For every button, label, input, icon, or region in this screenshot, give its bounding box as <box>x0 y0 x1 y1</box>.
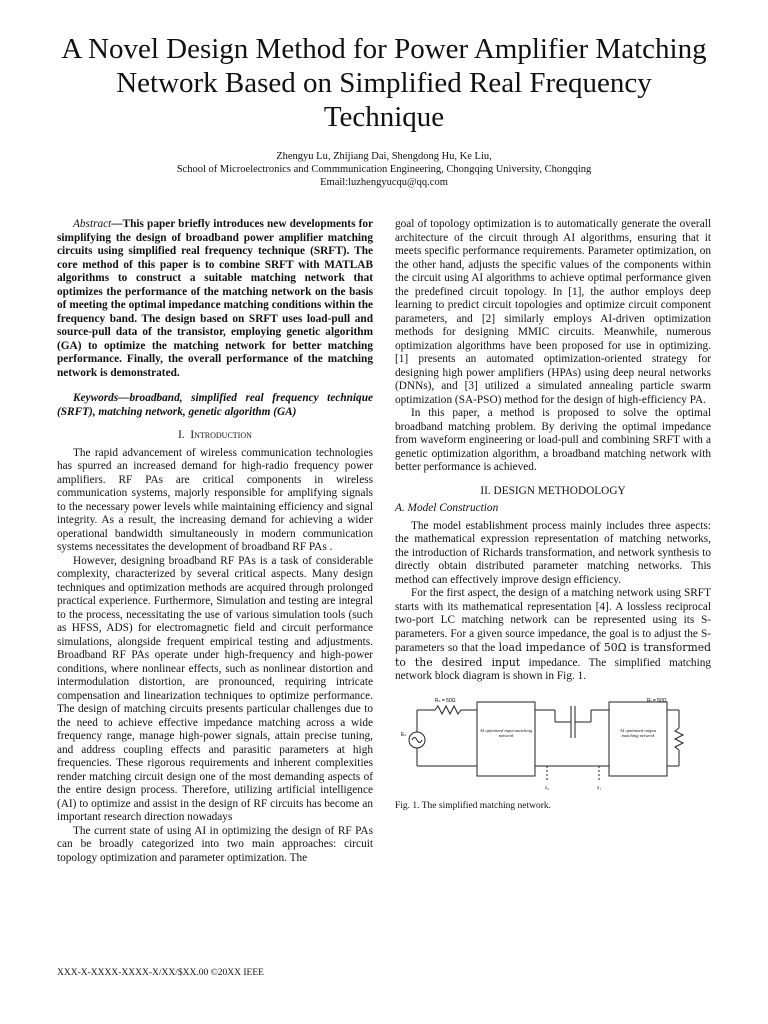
paper-title: A Novel Design Method for Power Amplifier Matching Network Based on Simplified Real Frequency Technique <box>61 33 707 133</box>
keywords-label: Keywords <box>73 392 119 404</box>
right-column <box>395 218 711 813</box>
rs-label: Rₛ = 50Ω <box>435 697 456 704</box>
intro-paragraph: However, designing broadband RF PAs is a task of considerable complexity, characterized by several critical aspects. Many design techniques and optimization methods are acquired through prolonged practical experience. Furthermore, Simulation and testing are integral to the process, necessitating the use of various simulation tools (such as HFSS, ADS) for electromagnetic field and circuit performance simulations, alongside frequent empirical testing and adjustments. Broadband RF PAs operate under high-frequency and high-power conditions, where nonlinear effects, such as nonlinear distortion and intermodulation distortion, are pronounced, requiring intricate compensation and linearization techniques to optimize performance. The design of matching circuits presents particular challenges due to the need to achieve effective impedance matching across a wide frequency range, manage high-power signals, attain precise tuning, and address coupling effects and parasitic parameters at high frequencies. These rigorous requirements and inherent complexities render matching circuit design one of the most demanding aspects of the entire design process. Therefore, utilizing artificial intelligence (AI) to optimize and assist in the design of RF circuits has become an important research direction nowadays <box>57 554 373 823</box>
abstract-label: Abstract <box>73 218 112 230</box>
abstract-text: —This paper briefly introduces new developments for simplifying the design of broadband power amplifier matching circuits using simplified real frequency technique (SRFT). The core method of this paper is to combine SRFT with MATLAB algorithms to construct a suitable matching network that optimizes the performance of the matching network on the basis of meeting the optimal impedance matching conditions within the frequency band. The design based on SRFT uses load-pull and source-pull data of the transistor, employing genetic algorithm (GA) to optimize the matching network for better matching performance. Finally, the overall performance of the matching network is demonstrated. <box>57 218 373 379</box>
z1-label: z₁ <box>597 785 601 791</box>
section-heading-introduction: I. Introduction <box>178 429 252 441</box>
figure-caption: Fig. 1. The simplified matching network. <box>395 800 552 811</box>
author-affiliation: School of Microelectronics and Commmunication Engineering, Chongqing University, Chongqing <box>176 164 592 175</box>
subsection-heading-model-construction: A. Model Construction <box>395 502 499 514</box>
matching-network-diagram <box>395 692 695 792</box>
keywords-text: —broadband, simplified real frequency technique (SRFT), matching network, genetic algorithm (GA) <box>57 392 373 418</box>
es-label: Eₛ <box>401 731 407 738</box>
keywords <box>57 392 373 419</box>
author-block <box>60 150 708 189</box>
body-paragraph: goal of topology optimization is to automatically generate the overall architecture of the circuit through AI algorithms, ensuring that it meets specific performance requirements. Parameter optimization, on the other hand, adjusts the specific values of the components within the circuit using AI algorithms to achieve optimal performance given the predefined circuit topology. In [1], the author employs deep learning to predict circuit topologies and optimize circuit component parameters, and [2] similarly employs AI-driven optimization methods for designing MMIC circuits. Meanwhile, numerous optimization algorithms have been proposed for use in optimizing. [1] presents an automated optimization-oriented strategy for designing high power amplifiers (HPAs) using deep neural networks (DNNs), and [3] utilized a simulated annealing particle swarm optimization (SA-PSO) method for the design of high-efficiency PA. <box>395 218 711 406</box>
load-resistor <box>675 728 683 750</box>
rl-label: Rₗ = 50Ω <box>647 697 667 704</box>
author-email: Email:luzhengyucqu@qq.com <box>320 177 448 188</box>
section-heading-design-methodology: II. DESIGN METHODOLOGY <box>480 484 626 497</box>
z2-label: z₂ <box>545 785 549 791</box>
intro-paragraph: The current state of using AI in optimizing the design of RF PAs can be broadly categorized into two main approaches: circuit topology optimization and parameter optimization. The <box>57 824 373 864</box>
figure-matching-network <box>395 692 695 792</box>
body-paragraph: In this paper, a method is proposed to solve the optimal broadband matching problem. By deriving the optimal impedance from waveform engineering or load-pull and combining SRFT with a genetic optimization algorithm, a broadband matching network with better performance is achieved. <box>395 407 711 473</box>
body-paragraph: For the first aspect, the design of a matching network using SRFT starts with its mathematical representation [4]. A lossless reciprocal two-port LC matching network can be represented using its S-parameters. For a given source impedance, the goal is to adjust the S-parameters so that the load impedance of 50Ω is transformed to the desired input impedance. The simplified matching network block diagram is shown in Fig. 1. <box>395 587 712 682</box>
source-resistor <box>417 706 477 714</box>
author-names: Zhengyu Lu, Zhijiang Dai, Shengdong Hu, Ke Liu, <box>276 151 492 162</box>
output-block-label: AI optimized output matching network <box>619 727 657 738</box>
intro-paragraph: The rapid advancement of wireless communication technologies has spurred an increased demand for high-radio frequency power amplifiers. RF PAs are critical components in wireless communication systems, majorly responsible for amplifying signals to the necessary power levels while maintaining efficiency and signal integrity. As a result, the increasing demand for achieving a wider operational bandwidth simultaneously in modern communication systems necessitates the development of broadband RF PAs . <box>57 446 373 553</box>
abstract <box>57 218 373 380</box>
input-block-label: AI optimized input matching network <box>479 727 533 738</box>
body-paragraph: The model establishment process mainly includes three aspects: the mathematical expression representation of matching networks, the introduction of Richards transformation, and network synthesis to directly obtain distributed parameter matching networks. This method can effectively improve design efficiency. <box>395 519 711 586</box>
page-footer: XXX-X-XXXX-XXXX-X/XX/$XX.00 ©20XX IEEE <box>57 968 264 978</box>
left-column <box>57 218 373 865</box>
